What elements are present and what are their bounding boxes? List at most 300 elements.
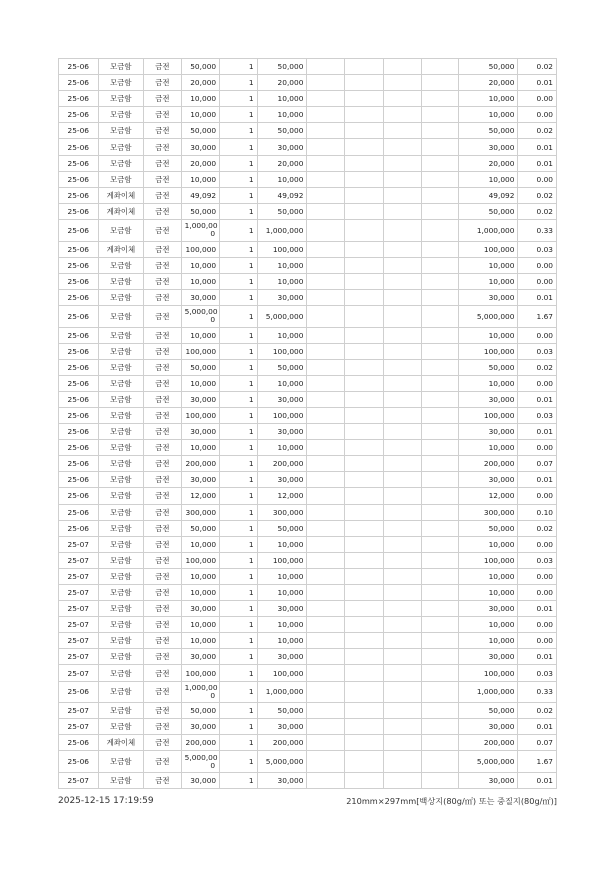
cell-unit-price: 50,000: [181, 520, 219, 536]
cell-donation-type: 모금함: [98, 649, 144, 665]
cell-empty: [421, 601, 458, 617]
cell-empty: [344, 219, 384, 241]
table-row: [59, 171, 557, 187]
cell-empty: [344, 407, 384, 423]
cell-rate: 0.01: [518, 391, 557, 407]
cell-empty: [344, 107, 384, 123]
cell-total: 1,000,000: [459, 219, 518, 241]
cell-rate: 0.03: [518, 241, 557, 257]
cell-donation-type: 모금함: [98, 504, 144, 520]
cell-amount: 30,000: [257, 472, 307, 488]
cell-empty: [421, 520, 458, 536]
cell-donation-type: 모금함: [98, 75, 144, 91]
cell-month: 25-06: [59, 59, 99, 75]
cell-unit-price: 10,000: [181, 536, 219, 552]
table-row: [59, 601, 557, 617]
cell-unit-price: 30,000: [181, 773, 219, 789]
table-row: [59, 219, 557, 241]
cell-kind: 금전: [144, 241, 181, 257]
cell-unit-price: 100,000: [181, 552, 219, 568]
table-row: [59, 327, 557, 343]
cell-amount: 10,000: [257, 107, 307, 123]
cell-empty: [384, 75, 421, 91]
cell-donation-type: 모금함: [98, 123, 144, 139]
cell-empty: [344, 568, 384, 584]
table-row: [59, 407, 557, 423]
cell-rate: 0.01: [518, 649, 557, 665]
cell-rate: 0.01: [518, 472, 557, 488]
table-row: [59, 472, 557, 488]
cell-donation-type: 모금함: [98, 407, 144, 423]
cell-empty: [421, 407, 458, 423]
cell-unit-price: 50,000: [181, 703, 219, 719]
cell-empty: [344, 91, 384, 107]
cell-amount: 20,000: [257, 75, 307, 91]
cell-empty: [384, 649, 421, 665]
cell-month: 25-06: [59, 504, 99, 520]
cell-empty: [421, 375, 458, 391]
cell-amount: 30,000: [257, 424, 307, 440]
cell-donation-type: 모금함: [98, 139, 144, 155]
cell-empty: [307, 257, 344, 273]
cell-empty: [421, 327, 458, 343]
cell-empty: [421, 751, 458, 773]
cell-empty: [421, 359, 458, 375]
cell-amount: 10,000: [257, 91, 307, 107]
cell-empty: [384, 219, 421, 241]
cell-empty: [344, 75, 384, 91]
cell-empty: [344, 327, 384, 343]
cell-empty: [421, 273, 458, 289]
cell-kind: 금전: [144, 488, 181, 504]
cell-empty: [384, 703, 421, 719]
cell-amount: 30,000: [257, 719, 307, 735]
cell-empty: [344, 504, 384, 520]
cell-total: 50,000: [459, 520, 518, 536]
cell-amount: 200,000: [257, 456, 307, 472]
cell-empty: [307, 241, 344, 257]
cell-kind: 금전: [144, 649, 181, 665]
cell-total: 30,000: [459, 139, 518, 155]
cell-unit-price: 200,000: [181, 456, 219, 472]
cell-empty: [307, 75, 344, 91]
cell-empty: [421, 633, 458, 649]
cell-empty: [421, 681, 458, 703]
cell-amount: 10,000: [257, 171, 307, 187]
cell-empty: [384, 187, 421, 203]
cell-total: 100,000: [459, 665, 518, 681]
cell-total: 10,000: [459, 91, 518, 107]
cell-empty: [344, 719, 384, 735]
cell-empty: [384, 155, 421, 171]
cell-kind: 금전: [144, 504, 181, 520]
cell-kind: 금전: [144, 735, 181, 751]
cell-month: 25-06: [59, 155, 99, 171]
cell-amount: 1,000,000: [257, 681, 307, 703]
cell-empty: [344, 440, 384, 456]
cell-empty: [307, 665, 344, 681]
cell-quantity: 1: [220, 456, 257, 472]
cell-total: 50,000: [459, 59, 518, 75]
cell-empty: [421, 91, 458, 107]
cell-empty: [384, 440, 421, 456]
cell-month: 25-07: [59, 585, 99, 601]
cell-month: 25-06: [59, 257, 99, 273]
cell-donation-type: 모금함: [98, 488, 144, 504]
cell-quantity: 1: [220, 187, 257, 203]
cell-quantity: 1: [220, 703, 257, 719]
cell-empty: [421, 75, 458, 91]
cell-rate: 0.00: [518, 488, 557, 504]
cell-total: 30,000: [459, 773, 518, 789]
cell-amount: 10,000: [257, 633, 307, 649]
cell-rate: 0.01: [518, 139, 557, 155]
cell-quantity: 1: [220, 617, 257, 633]
cell-rate: 0.01: [518, 75, 557, 91]
cell-rate: 0.02: [518, 187, 557, 203]
cell-kind: 금전: [144, 257, 181, 273]
cell-total: 10,000: [459, 171, 518, 187]
table-row: [59, 289, 557, 305]
cell-quantity: 1: [220, 273, 257, 289]
table-row: [59, 359, 557, 375]
cell-rate: 0.00: [518, 440, 557, 456]
cell-kind: 금전: [144, 171, 181, 187]
cell-rate: 0.00: [518, 327, 557, 343]
cell-empty: [384, 241, 421, 257]
cell-month: 25-06: [59, 91, 99, 107]
cell-rate: 0.00: [518, 536, 557, 552]
cell-total: 10,000: [459, 585, 518, 601]
cell-rate: 0.07: [518, 456, 557, 472]
cell-kind: 금전: [144, 327, 181, 343]
cell-amount: 30,000: [257, 139, 307, 155]
cell-kind: 금전: [144, 703, 181, 719]
cell-kind: 금전: [144, 633, 181, 649]
cell-empty: [384, 633, 421, 649]
cell-amount: 100,000: [257, 665, 307, 681]
cell-unit-price: 50,000: [181, 59, 219, 75]
cell-empty: [307, 472, 344, 488]
cell-rate: 0.03: [518, 407, 557, 423]
table-row: [59, 681, 557, 703]
cell-amount: 100,000: [257, 552, 307, 568]
cell-rate: 0.01: [518, 773, 557, 789]
cell-month: 25-06: [59, 241, 99, 257]
table-row: [59, 719, 557, 735]
cell-empty: [384, 601, 421, 617]
table-row: [59, 343, 557, 359]
cell-empty: [384, 407, 421, 423]
cell-quantity: 1: [220, 472, 257, 488]
cell-donation-type: 모금함: [98, 472, 144, 488]
cell-empty: [384, 139, 421, 155]
cell-rate: 0.02: [518, 59, 557, 75]
cell-empty: [307, 552, 344, 568]
cell-empty: [421, 617, 458, 633]
table-row: [59, 391, 557, 407]
cell-empty: [384, 520, 421, 536]
cell-unit-price: 10,000: [181, 585, 219, 601]
cell-empty: [384, 257, 421, 273]
cell-empty: [421, 155, 458, 171]
table-row: [59, 552, 557, 568]
cell-month: 25-06: [59, 203, 99, 219]
cell-empty: [307, 289, 344, 305]
cell-total: 12,000: [459, 488, 518, 504]
cell-month: 25-06: [59, 488, 99, 504]
cell-empty: [344, 520, 384, 536]
cell-total: 200,000: [459, 456, 518, 472]
cell-empty: [421, 171, 458, 187]
cell-total: 50,000: [459, 359, 518, 375]
cell-empty: [307, 601, 344, 617]
cell-empty: [384, 359, 421, 375]
cell-quantity: 1: [220, 773, 257, 789]
cell-empty: [344, 289, 384, 305]
cell-unit-price: 10,000: [181, 440, 219, 456]
cell-kind: 금전: [144, 568, 181, 584]
cell-empty: [421, 568, 458, 584]
cell-empty: [384, 123, 421, 139]
cell-unit-price: 10,000: [181, 273, 219, 289]
cell-empty: [307, 155, 344, 171]
cell-quantity: 1: [220, 241, 257, 257]
cell-unit-price: 10,000: [181, 171, 219, 187]
cell-month: 25-07: [59, 665, 99, 681]
cell-empty: [307, 703, 344, 719]
cell-donation-type: 모금함: [98, 456, 144, 472]
donation-table: [58, 58, 557, 789]
cell-quantity: 1: [220, 568, 257, 584]
cell-empty: [344, 751, 384, 773]
cell-empty: [344, 123, 384, 139]
cell-month: 25-06: [59, 343, 99, 359]
cell-donation-type: 모금함: [98, 585, 144, 601]
cell-quantity: 1: [220, 375, 257, 391]
cell-month: 25-07: [59, 773, 99, 789]
cell-unit-price: 10,000: [181, 91, 219, 107]
cell-unit-price: 10,000: [181, 568, 219, 584]
cell-unit-price: 30,000: [181, 601, 219, 617]
cell-month: 25-06: [59, 75, 99, 91]
cell-empty: [421, 257, 458, 273]
table-row: [59, 440, 557, 456]
cell-rate: 0.00: [518, 617, 557, 633]
cell-month: 25-07: [59, 568, 99, 584]
cell-donation-type: 모금함: [98, 107, 144, 123]
cell-quantity: 1: [220, 155, 257, 171]
cell-empty: [307, 59, 344, 75]
cell-total: 30,000: [459, 719, 518, 735]
cell-empty: [307, 617, 344, 633]
cell-empty: [344, 241, 384, 257]
cell-amount: 5,000,000: [257, 751, 307, 773]
cell-empty: [384, 536, 421, 552]
cell-empty: [307, 219, 344, 241]
cell-donation-type: 모금함: [98, 520, 144, 536]
cell-amount: 30,000: [257, 391, 307, 407]
cell-empty: [421, 219, 458, 241]
cell-empty: [307, 751, 344, 773]
table-row: [59, 424, 557, 440]
cell-month: 25-06: [59, 520, 99, 536]
cell-quantity: 1: [220, 257, 257, 273]
table-row: [59, 107, 557, 123]
cell-empty: [384, 391, 421, 407]
cell-rate: 0.01: [518, 424, 557, 440]
cell-amount: 100,000: [257, 407, 307, 423]
cell-kind: 금전: [144, 617, 181, 633]
cell-kind: 금전: [144, 107, 181, 123]
cell-total: 30,000: [459, 472, 518, 488]
cell-empty: [307, 407, 344, 423]
cell-empty: [344, 665, 384, 681]
cell-empty: [384, 552, 421, 568]
cell-amount: 10,000: [257, 440, 307, 456]
cell-total: 200,000: [459, 735, 518, 751]
table-row: [59, 187, 557, 203]
cell-empty: [307, 203, 344, 219]
cell-donation-type: 모금함: [98, 273, 144, 289]
cell-empty: [344, 649, 384, 665]
cell-month: 25-06: [59, 424, 99, 440]
cell-donation-type: 모금함: [98, 773, 144, 789]
cell-rate: 0.00: [518, 273, 557, 289]
cell-month: 25-06: [59, 139, 99, 155]
cell-empty: [307, 440, 344, 456]
cell-quantity: 1: [220, 751, 257, 773]
cell-total: 49,092: [459, 187, 518, 203]
cell-rate: 0.33: [518, 681, 557, 703]
cell-quantity: 1: [220, 536, 257, 552]
cell-unit-price: 30,000: [181, 139, 219, 155]
cell-empty: [421, 488, 458, 504]
cell-kind: 금전: [144, 681, 181, 703]
cell-unit-price: 20,000: [181, 155, 219, 171]
cell-donation-type: 계좌이체: [98, 203, 144, 219]
cell-kind: 금전: [144, 343, 181, 359]
cell-month: 25-07: [59, 617, 99, 633]
cell-amount: 10,000: [257, 273, 307, 289]
cell-amount: 49,092: [257, 187, 307, 203]
table-body: [59, 59, 557, 789]
cell-empty: [384, 773, 421, 789]
cell-empty: [421, 424, 458, 440]
cell-unit-price: 20,000: [181, 75, 219, 91]
cell-empty: [344, 155, 384, 171]
cell-quantity: 1: [220, 391, 257, 407]
cell-month: 25-07: [59, 536, 99, 552]
table-row: [59, 735, 557, 751]
cell-empty: [344, 552, 384, 568]
cell-month: 25-07: [59, 552, 99, 568]
cell-empty: [421, 305, 458, 327]
table-row: [59, 751, 557, 773]
cell-amount: 30,000: [257, 601, 307, 617]
cell-unit-price: 5,000,00 0: [181, 751, 219, 773]
cell-empty: [384, 472, 421, 488]
table-row: [59, 703, 557, 719]
cell-unit-price: 50,000: [181, 203, 219, 219]
cell-total: 30,000: [459, 289, 518, 305]
cell-rate: 0.02: [518, 359, 557, 375]
cell-month: 25-06: [59, 375, 99, 391]
cell-empty: [344, 681, 384, 703]
cell-rate: 0.01: [518, 289, 557, 305]
cell-amount: 50,000: [257, 203, 307, 219]
cell-quantity: 1: [220, 59, 257, 75]
cell-empty: [344, 488, 384, 504]
cell-total: 30,000: [459, 391, 518, 407]
cell-donation-type: 모금함: [98, 665, 144, 681]
cell-total: 100,000: [459, 343, 518, 359]
cell-empty: [384, 305, 421, 327]
cell-rate: 0.00: [518, 91, 557, 107]
cell-month: 25-06: [59, 751, 99, 773]
table-row: [59, 203, 557, 219]
cell-empty: [344, 139, 384, 155]
cell-unit-price: 30,000: [181, 472, 219, 488]
cell-empty: [421, 703, 458, 719]
cell-donation-type: 모금함: [98, 305, 144, 327]
cell-empty: [384, 203, 421, 219]
cell-empty: [307, 327, 344, 343]
cell-rate: 0.00: [518, 107, 557, 123]
cell-total: 10,000: [459, 617, 518, 633]
cell-donation-type: 계좌이체: [98, 187, 144, 203]
cell-empty: [421, 536, 458, 552]
cell-donation-type: 모금함: [98, 751, 144, 773]
cell-month: 25-06: [59, 273, 99, 289]
cell-empty: [384, 719, 421, 735]
cell-empty: [384, 273, 421, 289]
cell-empty: [307, 520, 344, 536]
cell-rate: 0.00: [518, 171, 557, 187]
cell-empty: [421, 735, 458, 751]
cell-empty: [344, 617, 384, 633]
cell-quantity: 1: [220, 552, 257, 568]
cell-kind: 금전: [144, 91, 181, 107]
cell-quantity: 1: [220, 633, 257, 649]
cell-empty: [307, 375, 344, 391]
cell-total: 10,000: [459, 327, 518, 343]
cell-total: 100,000: [459, 552, 518, 568]
cell-rate: 0.02: [518, 520, 557, 536]
cell-empty: [421, 649, 458, 665]
cell-empty: [307, 391, 344, 407]
cell-amount: 10,000: [257, 375, 307, 391]
cell-month: 25-06: [59, 327, 99, 343]
table-row: [59, 305, 557, 327]
cell-kind: 금전: [144, 219, 181, 241]
cell-total: 10,000: [459, 633, 518, 649]
cell-total: 50,000: [459, 203, 518, 219]
cell-donation-type: 모금함: [98, 375, 144, 391]
cell-kind: 금전: [144, 456, 181, 472]
cell-empty: [421, 472, 458, 488]
cell-empty: [421, 719, 458, 735]
cell-empty: [344, 633, 384, 649]
cell-month: 25-06: [59, 681, 99, 703]
cell-empty: [307, 273, 344, 289]
cell-unit-price: 50,000: [181, 359, 219, 375]
cell-month: 25-06: [59, 187, 99, 203]
print-timestamp: 2025-12-15 17:19:59: [58, 796, 154, 806]
cell-unit-price: 30,000: [181, 289, 219, 305]
cell-kind: 금전: [144, 719, 181, 735]
cell-quantity: 1: [220, 219, 257, 241]
